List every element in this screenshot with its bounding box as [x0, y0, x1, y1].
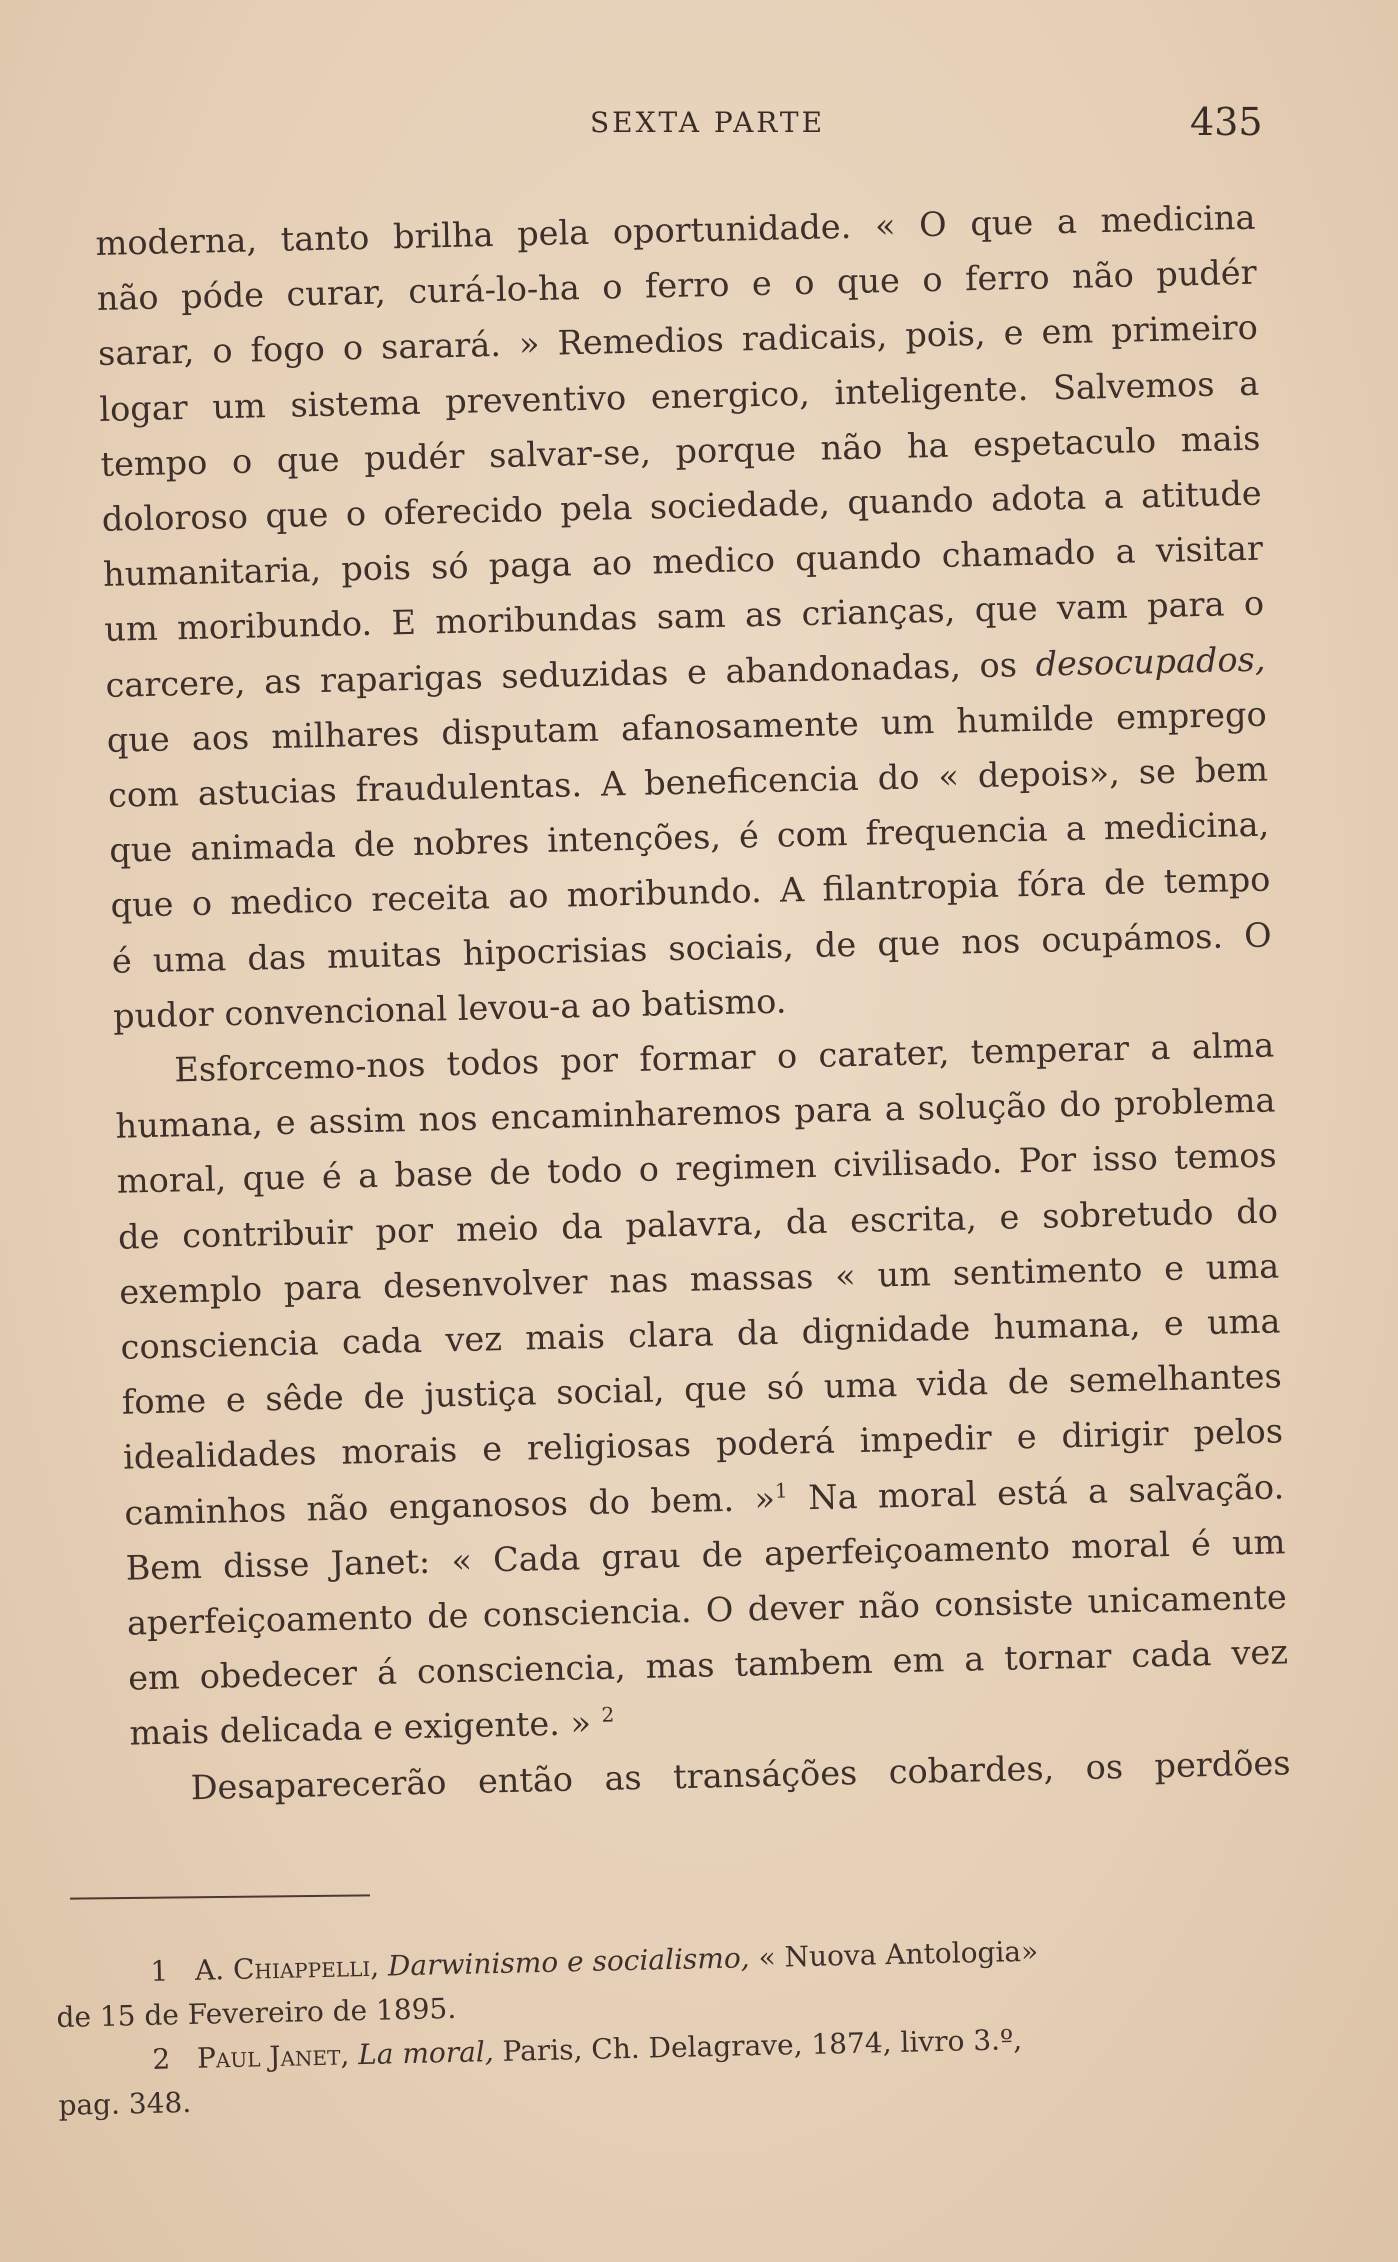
footnote-marker: 2: [152, 2042, 171, 2076]
text-fragment: caminhos não enganosos do bem. »: [123, 1478, 776, 1533]
text-line: Esforcemo-nos todos por formar o carater, temperar a alma: [173, 1025, 1275, 1090]
text-line: logar um sistema preventivo energico, inteligente. Salvemos a: [98, 363, 1260, 429]
text-line: exemplo para desenvolver nas massas « um sentimento e uma: [118, 1246, 1280, 1312]
footnote-source: Paris, Ch. Delagrave, 1874, livro 3.º,: [502, 2023, 1023, 2068]
text-line: não póde curar, curá-lo-ha o ferro e o que o ferro não pudér: [96, 252, 1258, 319]
footnote-marker: 1: [150, 1954, 169, 1988]
page-number: 435: [1190, 100, 1263, 144]
text-line: doloroso que o oferecido pela sociedade, quando adota a atitude: [101, 473, 1263, 539]
text-line: tempo o que pudér salvar-se, porque não ha espetaculo mais: [100, 418, 1261, 484]
paragraph-2: [114, 1018, 1290, 1762]
running-head: SEXTA PARTE: [590, 106, 826, 139]
text-line: aperfeiçoamento de consciencia. O dever não consiste unicamente: [126, 1577, 1288, 1643]
footnote-ref: 2: [601, 1702, 615, 1728]
text-line: humanitaria, pois só paga ao medico quando chamado a visitar: [102, 528, 1264, 595]
text-line: moral, que é a base de todo o regimen civilisado. Por isso temos: [116, 1135, 1278, 1202]
text-line: moderna, tanto brilha pela oportunidade. « O que a medicina: [95, 197, 1256, 263]
text-fragment: carcere, as raparigas seduzidas e abandonadas, os: [105, 644, 1037, 705]
text-line: Bem disse Janet: « Cada grau de aperfeiçoamento moral é um: [125, 1522, 1286, 1588]
footnote-author: Chiappelli,: [232, 1949, 380, 1986]
text-line: com astucias fraudulentas. A beneficencia do « depois», se bem: [107, 749, 1269, 815]
footnote-ref: 1: [774, 1478, 788, 1503]
body-text: [95, 190, 1291, 1817]
italic-term: desocupados,: [1035, 639, 1266, 684]
text-line: um moribundo. E moribundas sam as crianças, que vam para o: [103, 584, 1265, 650]
text-line: que animada de nobres intenções, é com frequencia a medicina,: [108, 804, 1270, 871]
text-line: humana, e assim nos encaminharemos para a solução do problema: [115, 1080, 1276, 1147]
text-line: consciencia cada vez mais clara da dignidade humana, e uma: [120, 1301, 1281, 1367]
text-line: que o medico receita ao moribundo. A filantropia fóra de tempo: [110, 859, 1271, 926]
footnote-source: « Nuova Antologia»: [758, 1934, 1039, 1975]
text-fragment: Na moral está a salvação.: [787, 1467, 1285, 1518]
text-line: que aos milhares disputam afanosamente um humilde emprego: [106, 694, 1268, 760]
footnotes: [55, 1926, 1184, 2127]
footnote-title: Darwinismo e socialismo,: [387, 1941, 750, 1983]
footnote-line: pag. 348.: [58, 2085, 192, 2122]
text-line: fome e sêde de justiça social, que só uma vida de semelhantes: [121, 1356, 1283, 1422]
text-line: pudor convencional levou-a ao batismo.: [112, 981, 787, 1036]
text-line: é uma das muitas hipocrisias sociais, de que nos ocupámos. O: [111, 915, 1273, 981]
paragraph-1: [95, 190, 1273, 1044]
text-line: de contribuir por meio da palavra, da escrita, e sobretudo do: [117, 1191, 1279, 1257]
text-fragment: mais delicada e exigente. »: [128, 1703, 592, 1754]
text-line: sarar, o fogo o sarará. » Remedios radicais, pois, e em primeiro: [97, 308, 1259, 374]
text-line: em obedecer á consciencia, mas tambem em a tornar cada vez: [127, 1632, 1289, 1698]
footnote-author: Paul Janet,: [196, 2038, 350, 2075]
footnote-title: La moral,: [357, 2035, 495, 2072]
text-line: idealidades morais e religiosas poderá impedir e dirigir pelos: [122, 1411, 1284, 1478]
page-header: [0, 100, 1398, 160]
footnote-author-initial: A.: [194, 1953, 225, 1987]
footnote-rule: [70, 1894, 370, 1899]
footnote-line: de 15 de Fevereiro de 1895.: [56, 1991, 457, 2034]
text-line: Desaparecerão então as transáções cobardes, os perdões: [190, 1742, 1291, 1807]
